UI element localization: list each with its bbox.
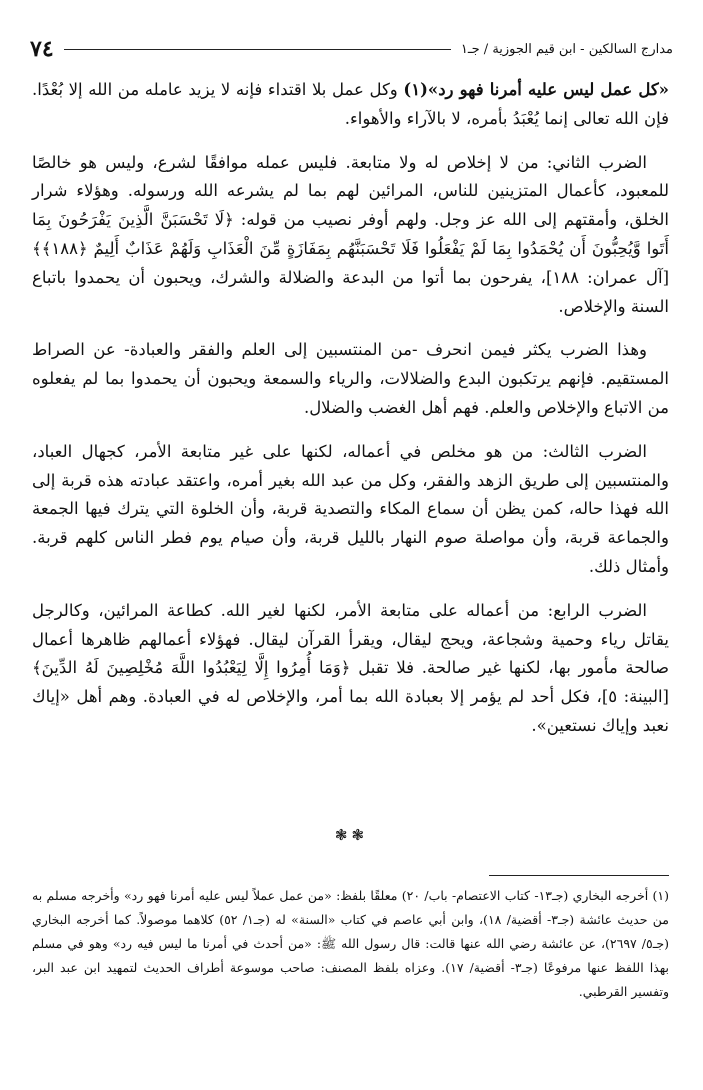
paragraph: الضرب الرابع: من أعماله على متابعة الأمر، لكنها لغير الله. كطاعة المرائين، وكالرجل يقاتل رياء وحمية وشجاعة، ويحج ليقال، ويقرأ القرآن ليقال. فهؤلاء أعمالهم ظاهرها أعمال صالحة مأمور بها، لكنها غير صالحة. فلا تقبل ﴿وَمَا أُمِرُوا إِلَّا لِيَعْبُدُوا اللَّهَ مُخْلِصِينَ لَهُ الدِّينَ﴾ [البينة: ٥]، فكل أحد لم يؤمر إلا بعبادة الله بما أمر، والإخلاص له في العبادة. وهم أهل «إياك نعبد وإياك نستعين».	[32, 600, 669, 735]
section-ornament: ❃❃	[334, 826, 369, 844]
paragraph: الضرب الثالث: من هو مخلص في أعماله، لكنها على غير متابعة الأمر، كجهال العباد، والمنتسبين إلى طريق الزهد والفقر، وكل من عبد الله بغير أمره، واعتقد عبادته هذه قربة إلى الله فهذا حاله، كمن يظن أن سماع المكاء والتصدية قربة، وأن الخلوة التي يترك فيها الجمعة والجماعة قربة، وأن مواصلة صوم النهار بالليل قربة، وأن صيام يوم فطر الناس كلهم قربة. وأمثال ذلك.	[32, 441, 669, 576]
page-header	[30, 34, 673, 64]
hadith-quote: «كل عمل ليس عليه أمرنا فهو رد»(١)	[403, 80, 669, 99]
footnotes	[32, 884, 669, 1004]
paragraph-text: وكل عمل بلا اقتداء فإنه لا يزيد عامله من الله إلا بُعْدًا. فإن الله تعالى إنما يُعْبَدُ بأمره، لا بالآراء والأهواء.	[32, 80, 669, 128]
running-title: مدارج السالكين - ابن قيم الجوزية / جـ١	[460, 41, 673, 57]
page-number: ٧٤	[30, 36, 54, 62]
paragraph: الضرب الثاني: من لا إخلاص له ولا متابعة. فليس عمله موافقًا لشرع، وليس هو خالصًا للمعبود، كأعمال المتزينين للناس، المرائين لهم بما لم يشرعه الله ورسوله. وهؤلاء شرار الخلق، وأمقتهم إلى الله عز وجل. ولهم أوفر نصيب من قوله: ﴿لَا تَحْسَبَنَّ الَّذِينَ يَفْرَحُونَ بِمَا أَتَوا وَّيُحِبُّونَ أَن يُحْمَدُوا بِمَا لَمْ يَفْعَلُوا فَلَا تَحْسَبَنَّهُم بِمَفَازَةٍ مِّنَ الْعَذَابِ وَلَهُمْ عَذَابٌ أَلِيمٌ ﴿١٨٨﴾﴾ [آل عمران: ١٨٨]، يفرحون بما أتوا من البدعة والضلالة والشرك، ويحبون أن يحمدوا باتباع السنة والإخلاص.	[32, 152, 670, 316]
header-rule	[64, 49, 451, 50]
footnote-rule	[489, 875, 669, 876]
footnote-1: (١) أخرجه البخاري (جـ١٣- كتاب الاعتصام- باب/ ٢٠) معلقًا بلفظ: «من عمل عملاً ليس عليه أمرنا فهو رد» وأخرجه مسلم به من حديث عائشة (جـ٣- أقضية/ ١٨)، وابن أبي عاصم في كتاب «السنة» له (جـ١/ ٥٢) كلاهما موصولاً. كما أخرجه البخاري (جـ٥/ ٢٦٩٧)، عن عائشة رضي الله عنها قالت: قال رسول الله ﷺ: «من أحدث في أمرنا ما ليس فيه رد» وهو في مسلم بهذا اللفظ عنها مرفوعًا (جـ٣- أقضية/ ١٧). وعزاه بلفظ المصنف: صاحب موسوعة أطراف الحديث لتمهيد ابن عبد البر، وتفسير القرطبي.	[32, 888, 669, 999]
paragraph	[32, 76, 669, 134]
paragraph: وهذا الضرب يكثر فيمن انحرف -من المنتسبين إلى العلم والفقر والعبادة- عن الصراط المستقيم. فإنهم يرتكبون البدع والضلالات، والرياء والسمعة ويحبون أن يحمدوا بما لم يفعلوه من الاتباع والإخلاص والعلم. فهم أهل الغضب والضلال.	[32, 340, 669, 417]
main-text	[32, 76, 669, 756]
